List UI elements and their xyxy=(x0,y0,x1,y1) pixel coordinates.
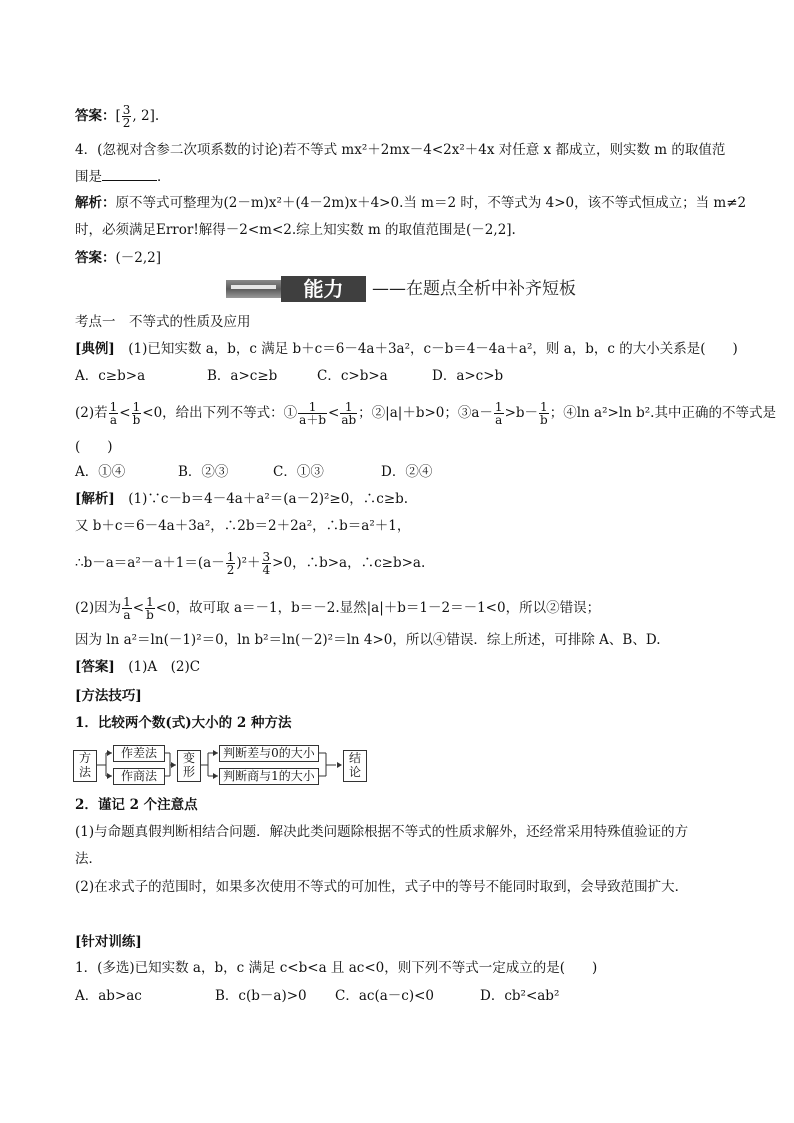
method-note1b: 法． xyxy=(75,851,102,867)
example-p2: (2)若 $\frac{1}{a}$ < $\frac{1}{b}$ <0，给出下列不等式：① $\frac{1}{a+b}$ < $\frac{1}{ab}$ ；②|a|＋b>0；③a－ $\frac{1}{a}$ >b－ $\frac{1}{b}$ ；④ln a²>ln b².其中正确的不等式是 xyxy=(75,400,776,427)
training-q1-options: A．ab>ac B．c(b－a)>0 C．ac(a－c)<0 D．cb²<ab² xyxy=(75,988,560,1004)
flow-conclusion: 结 论 xyxy=(343,750,367,782)
flow-quotient: 作商法 xyxy=(113,768,165,785)
example-p2-options: A．①④ B．②③ C．①③ D．②④ xyxy=(75,464,433,480)
flow-method: 方 法 xyxy=(73,750,97,782)
q4-line2: 围是 ． xyxy=(75,166,171,187)
method-note2: (2)在求式子的范围时，如果多次使用不等式的可加性，式子中的等号不能同时取到，会导致范围扩大． xyxy=(75,879,689,895)
solution-l1: [解析] (1)∵c－b＝4－4a＋a²＝(a－2)²≥0，∴c≥b. xyxy=(75,491,409,507)
flow-judge-quot: 判断商与1的大小 xyxy=(219,768,319,785)
method-note1a: (1)与命题真假判断相结合问题．解决此类问题除根据不等式的性质求解外，还经常采用特殊值验证的方 xyxy=(75,824,689,840)
solution-l4: (2)因为 $\frac{1}{a}$ < $\frac{1}{b}$ <0，故可取 a＝－1，b＝－2.显然|a|＋b＝1－2＝－1<0，所以②错误； xyxy=(75,595,601,622)
solution-l3: ∴b－a＝a²－a＋1＝(a－ $\frac{1}{2}$ )²＋ $\frac{3}{4}$ >0，∴b>a，∴c≥b>a. xyxy=(75,550,426,577)
q4-solution-line2: 时，必须满足Error!解得－2<m<2.综上知实数 m 的取值范围是(－2,2]. xyxy=(75,222,516,238)
method-label: [方法技巧] xyxy=(75,688,142,704)
answer-blank xyxy=(102,166,157,181)
flow-difference: 作差法 xyxy=(113,745,165,762)
example-p1: [典例] (1)已知实数 a，b，c 满足 b＋c＝6－4a＋3a²，c－b＝4－4a＋a²，则 a，b，c 的大小关系是( ) xyxy=(75,341,738,357)
flow-transform: 变 形 xyxy=(177,750,201,782)
section-banner xyxy=(226,276,576,302)
q4-line1: 4．(忽视对含参二次项系数的讨论)若不等式 mx²＋2mx－4<2x²＋4x 对任意 x 都成立，则实数 m 的取值范 xyxy=(75,142,726,158)
flow-judge-diff: 判断差与0的大小 xyxy=(219,745,319,762)
example-p1-options: A．c≥b>a B．a>c≥b C．c>b>a D．a>c>b xyxy=(75,368,504,384)
solution-l2: 又 b＋c＝6－4a＋3a²，∴2b＝2＋2a²，∴b＝a²＋1， xyxy=(75,518,411,534)
prev-answer: 答案：[ $\frac{3}{2}$ , 2]. xyxy=(75,103,160,130)
method-heading-2: 2．谨记 2 个注意点 xyxy=(75,797,198,813)
training-label: [针对训练] xyxy=(75,934,142,950)
training-q1: 1．(多选)已知实数 a，b，c 满足 c<b<a 且 ac<0，则下列不等式一定成立的是( ) xyxy=(75,960,598,976)
section-heading: 考点一 不等式的性质及应用 xyxy=(75,314,251,330)
banner-title: 能力 xyxy=(281,276,366,302)
q4-solution-line1: 解析：原不等式可整理为(2－m)x²＋(4－2m)x＋4>0.当 m＝2 时，不等式为 4>0，该不等式恒成立；当 m≠2 xyxy=(75,195,747,211)
solution-l5: 因为 ln a²＝ln(－1)²＝0，ln b²＝ln(－2)²＝ln 4>0，所以④错误．综上所述，可排除 A、B、D. xyxy=(75,632,661,648)
banner-bar xyxy=(226,280,281,298)
q4-answer: 答案：(－2,2] xyxy=(75,250,162,266)
fraction: $\frac{3}{2}$ xyxy=(122,103,131,130)
method-heading-1: 1．比较两个数(式)大小的 2 种方法 xyxy=(75,715,292,731)
example-p2-paren: ( ) xyxy=(75,439,113,455)
answer: [答案] (1)A (2)C xyxy=(75,659,201,675)
banner-subtitle: ——在题点全析中补齐短板 xyxy=(372,279,576,299)
